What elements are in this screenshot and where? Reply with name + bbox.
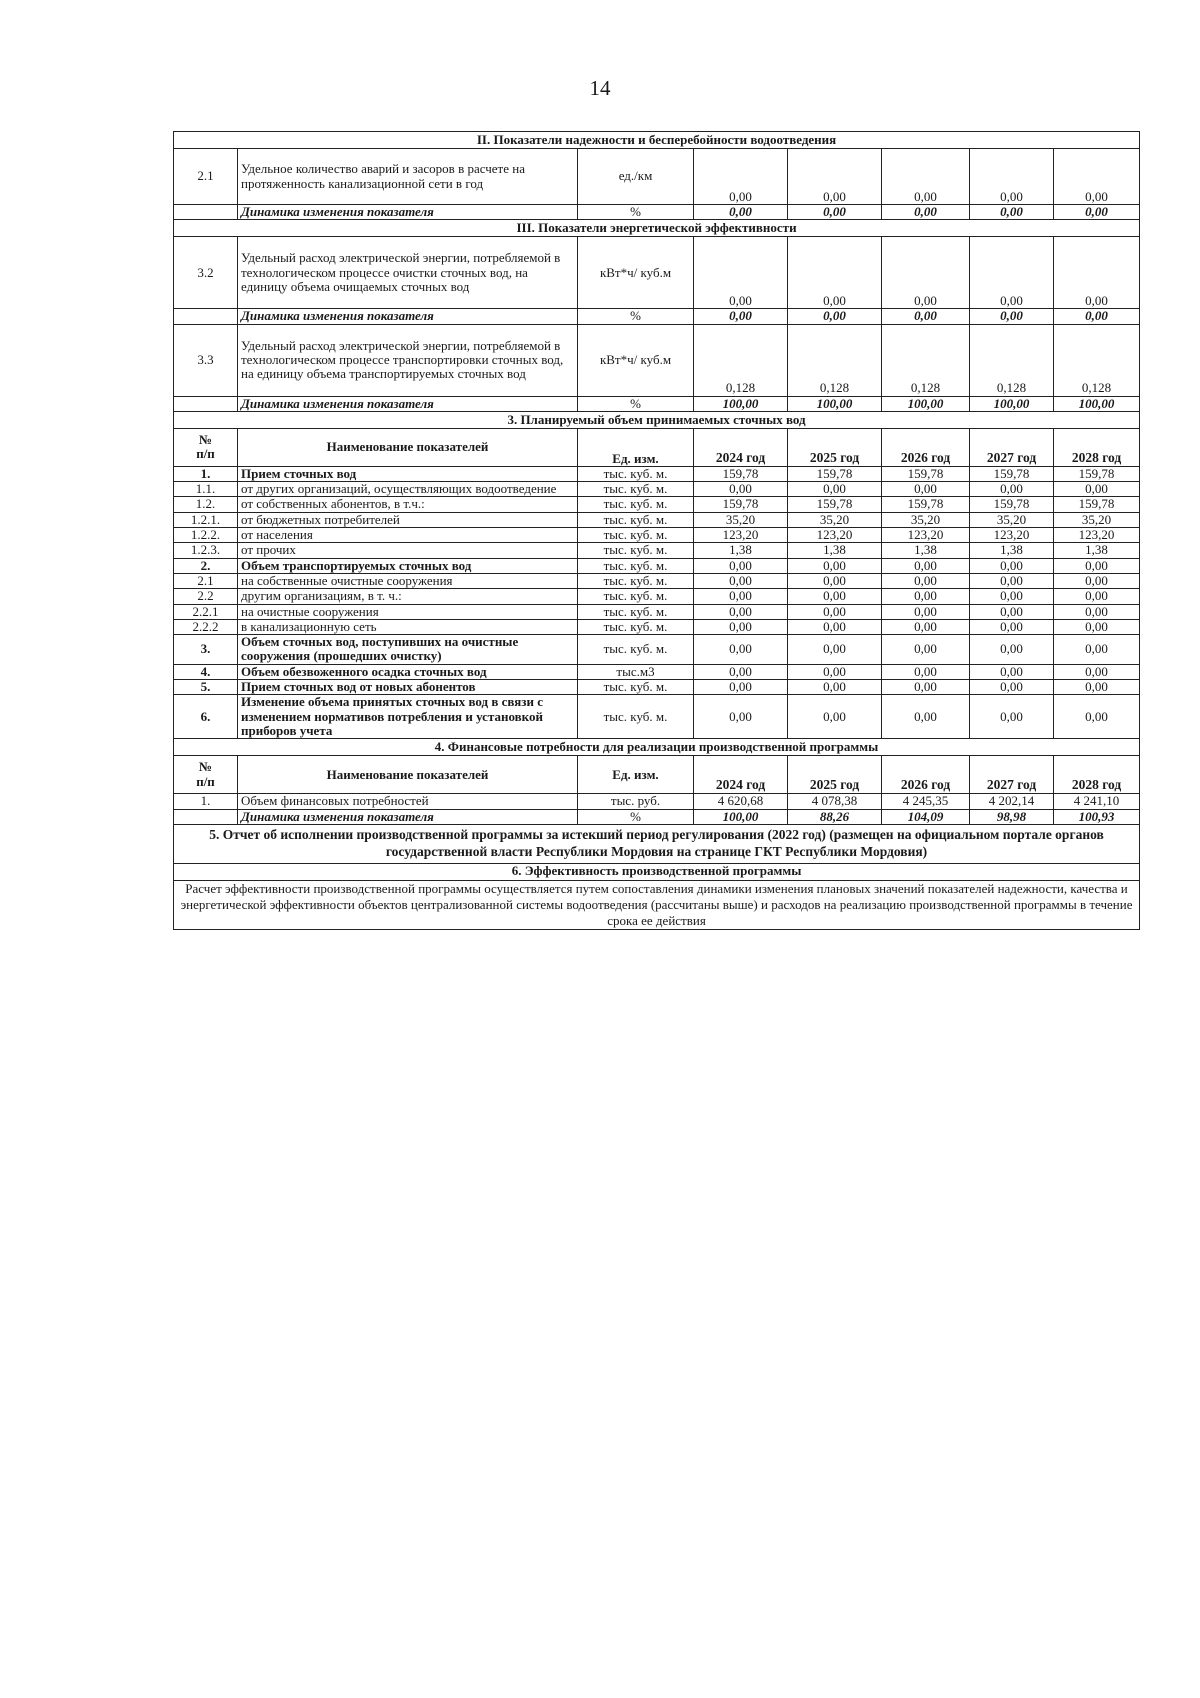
- dynamics-row: [174, 396, 1140, 411]
- page-number: 14: [589, 76, 611, 100]
- report-row: [174, 824, 1140, 863]
- dynamics-label: Динамика изменения показателя: [238, 396, 578, 411]
- value-2024: 0,00: [694, 482, 788, 497]
- value-2026: 123,20: [882, 528, 970, 543]
- value-2025: 1,38: [788, 543, 882, 558]
- value-2028: 123,20: [1054, 528, 1140, 543]
- dynamics-2024: 100,00: [694, 396, 788, 411]
- dynamics-2025: 100,00: [788, 396, 882, 411]
- value-2025: 0,00: [788, 635, 882, 665]
- dynamics-2027: 100,00: [970, 396, 1054, 411]
- value-2028: 4 241,10: [1054, 794, 1140, 809]
- value-2028: 0,00: [1054, 635, 1140, 665]
- row-name: на очистные сооружения: [238, 604, 578, 619]
- row-name: Объем обезвоженного осадка сточных вод: [238, 664, 578, 679]
- value-2025: 123,20: [788, 528, 882, 543]
- value-2028: 0,00: [1054, 589, 1140, 604]
- value-2025: 0,00: [788, 604, 882, 619]
- efficiency-text-row: [174, 880, 1140, 930]
- empty-cell: [174, 309, 238, 324]
- row-name: в канализационную сеть: [238, 619, 578, 634]
- value-2027: 0,00: [970, 589, 1054, 604]
- header-unit: Ед. изм.: [578, 756, 694, 794]
- finance-header-row: [174, 756, 1140, 794]
- row-name: на собственные очистные сооружения: [238, 573, 578, 588]
- row-number: 5.: [174, 680, 238, 695]
- row-number: 1.: [174, 794, 238, 809]
- value-2025: 0,00: [788, 589, 882, 604]
- dynamics-2028: 100,00: [1054, 396, 1140, 411]
- value-2025: 0,00: [788, 695, 882, 739]
- value-2026: 1,38: [882, 543, 970, 558]
- table-row: [174, 589, 1140, 604]
- header-year-2024: 2024 год: [694, 756, 788, 794]
- dynamics-2025: 0,00: [788, 205, 882, 220]
- row-unit: кВт*ч/ куб.м: [578, 324, 694, 396]
- table-row: [174, 558, 1140, 573]
- table-row: [174, 680, 1140, 695]
- value-2024: 0,00: [694, 680, 788, 695]
- row-name: другим организациям, в т. ч.:: [238, 589, 578, 604]
- table-row: [174, 619, 1140, 634]
- table-row: [174, 664, 1140, 679]
- value-2028: 0,00: [1054, 695, 1140, 739]
- volumes-title: 3. Планируемый объем принимаемых сточных вод: [174, 411, 1140, 428]
- row-unit: тыс. куб. м.: [578, 635, 694, 665]
- efficiency-title: 6. Эффективность производственной программы: [174, 863, 1140, 880]
- value-2025: 0,00: [788, 149, 882, 205]
- row-unit: тыс. куб. м.: [578, 482, 694, 497]
- table-row: [174, 512, 1140, 527]
- dynamics-2025: 0,00: [788, 309, 882, 324]
- header-year-2024: 2024 год: [694, 428, 788, 466]
- table-row: [174, 794, 1140, 809]
- table-row: [174, 635, 1140, 665]
- dynamics-unit: %: [578, 309, 694, 324]
- section3-title-row: [174, 220, 1140, 237]
- table-row: [174, 482, 1140, 497]
- row-name: от других организаций, осуществляющих водоотведение: [238, 482, 578, 497]
- value-2026: 0,00: [882, 680, 970, 695]
- value-2027: 0,00: [970, 237, 1054, 309]
- value-2027: 0,00: [970, 680, 1054, 695]
- value-2024: 0,00: [694, 558, 788, 573]
- value-2024: 0,00: [694, 237, 788, 309]
- value-2028: 159,78: [1054, 466, 1140, 481]
- value-2027: 0,00: [970, 573, 1054, 588]
- value-2026: 159,78: [882, 466, 970, 481]
- value-2024: 0,00: [694, 589, 788, 604]
- row-unit: тыс. куб. м.: [578, 589, 694, 604]
- value-2024: 4 620,68: [694, 794, 788, 809]
- value-2027: 159,78: [970, 466, 1054, 481]
- dynamics-2026: 100,00: [882, 396, 970, 411]
- value-2028: 0,00: [1054, 558, 1140, 573]
- dynamics-2026: 0,00: [882, 205, 970, 220]
- dynamics-row: [174, 809, 1140, 824]
- value-2025: 0,00: [788, 558, 882, 573]
- row-number: 1.1.: [174, 482, 238, 497]
- row-number: 2.2.2: [174, 619, 238, 634]
- row-number: 6.: [174, 695, 238, 739]
- value-2026: 0,00: [882, 695, 970, 739]
- value-2027: 0,00: [970, 619, 1054, 634]
- row-number: 3.3: [174, 324, 238, 396]
- row-unit: тыс. куб. м.: [578, 695, 694, 739]
- row-unit: тыс. руб.: [578, 794, 694, 809]
- value-2026: 0,00: [882, 589, 970, 604]
- value-2026: 35,20: [882, 512, 970, 527]
- dynamics-label: Динамика изменения показателя: [238, 809, 578, 824]
- table-row: [174, 543, 1140, 558]
- value-2024: 0,00: [694, 695, 788, 739]
- row-name: Прием сточных вод от новых абонентов: [238, 680, 578, 695]
- section2-title-row: [174, 132, 1140, 149]
- row-number: 2.1: [174, 149, 238, 205]
- program-table: [173, 131, 1140, 930]
- dynamics-unit: %: [578, 396, 694, 411]
- dynamics-2028: 0,00: [1054, 205, 1140, 220]
- dynamics-label: Динамика изменения показателя: [238, 309, 578, 324]
- value-2026: 0,00: [882, 604, 970, 619]
- row-name: Прием сточных вод: [238, 466, 578, 481]
- table-row: [174, 466, 1140, 481]
- header-year-2027: 2027 год: [970, 756, 1054, 794]
- table-row: [174, 497, 1140, 512]
- row-number: 2.: [174, 558, 238, 573]
- value-2024: 0,00: [694, 664, 788, 679]
- value-2026: 159,78: [882, 497, 970, 512]
- row-unit: тыс. куб. м.: [578, 573, 694, 588]
- row-unit: тыс. куб. м.: [578, 497, 694, 512]
- dynamics-row: [174, 205, 1140, 220]
- value-2025: 0,00: [788, 573, 882, 588]
- value-2024: 0,00: [694, 604, 788, 619]
- row-name: от прочих: [238, 543, 578, 558]
- dynamics-2028: 100,93: [1054, 809, 1140, 824]
- table-row: [174, 695, 1140, 739]
- empty-cell: [174, 809, 238, 824]
- header-year-2028: 2028 год: [1054, 756, 1140, 794]
- row-unit: тыс. куб. м.: [578, 680, 694, 695]
- value-2024: 0,00: [694, 619, 788, 634]
- row-name: от населения: [238, 528, 578, 543]
- row-unit: тыс. куб. м.: [578, 543, 694, 558]
- dynamics-2027: 0,00: [970, 309, 1054, 324]
- row-name: Объем финансовых потребностей: [238, 794, 578, 809]
- value-2028: 159,78: [1054, 497, 1140, 512]
- value-2026: 0,00: [882, 149, 970, 205]
- row-unit: тыс. куб. м.: [578, 558, 694, 573]
- row-name: Удельный расход электрической энергии, потребляемой в технологическом процессе очистки сточных вод, на единицу объема очищаемых сточных вод: [238, 237, 578, 309]
- dynamics-2024: 0,00: [694, 205, 788, 220]
- value-2025: 0,00: [788, 619, 882, 634]
- row-unit: тыс.м3: [578, 664, 694, 679]
- table-row: [174, 324, 1140, 396]
- value-2026: 0,00: [882, 664, 970, 679]
- row-number: 2.2: [174, 589, 238, 604]
- row-number: 3.: [174, 635, 238, 665]
- row-name: Объем сточных вод, поступивших на очистные сооружения (прошедших очистку): [238, 635, 578, 665]
- dynamics-2025: 88,26: [788, 809, 882, 824]
- value-2024: 0,00: [694, 149, 788, 205]
- value-2027: 4 202,14: [970, 794, 1054, 809]
- row-name: Удельный расход электрической энергии, потребляемой в технологическом процессе транспортировки сточных вод, на единицу объема транспортируемых сточных вод: [238, 324, 578, 396]
- value-2028: 0,00: [1054, 604, 1140, 619]
- value-2027: 0,128: [970, 324, 1054, 396]
- value-2024: 159,78: [694, 466, 788, 481]
- value-2025: 0,128: [788, 324, 882, 396]
- value-2027: 159,78: [970, 497, 1054, 512]
- value-2028: 0,00: [1054, 482, 1140, 497]
- value-2025: 159,78: [788, 497, 882, 512]
- value-2024: 159,78: [694, 497, 788, 512]
- row-unit: тыс. куб. м.: [578, 528, 694, 543]
- row-name: от собственных абонентов, в т.ч.:: [238, 497, 578, 512]
- efficiency-text: Расчет эффективности производственной программы осуществляется путем сопоставления динамики изменения плановых значений показателей надежности, качества и энергетической эффективности объектов централизованной системы водоотведения (рассчитаны выше) и расходов на реализацию производственной программы в течение срока ее действия: [174, 880, 1140, 930]
- dynamics-row: [174, 309, 1140, 324]
- row-name: Изменение объема принятых сточных вод в связи с изменением нормативов потребления и установкой приборов учета: [238, 695, 578, 739]
- dynamics-2028: 0,00: [1054, 309, 1140, 324]
- row-unit: кВт*ч/ куб.м: [578, 237, 694, 309]
- value-2027: 0,00: [970, 635, 1054, 665]
- row-number: 1.2.3.: [174, 543, 238, 558]
- row-name: от бюджетных потребителей: [238, 512, 578, 527]
- value-2024: 123,20: [694, 528, 788, 543]
- value-2028: 0,00: [1054, 680, 1140, 695]
- row-number: 1.2.: [174, 497, 238, 512]
- value-2027: 0,00: [970, 695, 1054, 739]
- value-2025: 0,00: [788, 680, 882, 695]
- dynamics-unit: %: [578, 809, 694, 824]
- dynamics-2026: 104,09: [882, 809, 970, 824]
- efficiency-title-row: [174, 863, 1140, 880]
- value-2027: 1,38: [970, 543, 1054, 558]
- value-2028: 0,00: [1054, 573, 1140, 588]
- header-number: № п/п: [174, 428, 238, 466]
- value-2027: 0,00: [970, 664, 1054, 679]
- value-2026: 0,00: [882, 237, 970, 309]
- value-2026: 0,00: [882, 635, 970, 665]
- value-2026: 4 245,35: [882, 794, 970, 809]
- value-2025: 0,00: [788, 237, 882, 309]
- value-2024: 0,00: [694, 573, 788, 588]
- value-2024: 0,00: [694, 635, 788, 665]
- volume-rows: [174, 466, 1140, 738]
- row-number: 4.: [174, 664, 238, 679]
- report-text: 5. Отчет об исполнении производственной программы за истекший период регулирования (2022 год) (размещен на официальном портале органов государственной власти Республики Мордовия на странице ГКТ Республики Мордовия): [174, 824, 1140, 863]
- value-2028: 1,38: [1054, 543, 1140, 558]
- value-2027: 0,00: [970, 482, 1054, 497]
- value-2028: 0,00: [1054, 664, 1140, 679]
- value-2027: 0,00: [970, 149, 1054, 205]
- row-unit: ед./км: [578, 149, 694, 205]
- value-2027: 0,00: [970, 558, 1054, 573]
- table-row: [174, 528, 1140, 543]
- row-unit: тыс. куб. м.: [578, 604, 694, 619]
- value-2026: 0,00: [882, 558, 970, 573]
- value-2025: 159,78: [788, 466, 882, 481]
- value-2028: 35,20: [1054, 512, 1140, 527]
- row-number: 2.1: [174, 573, 238, 588]
- header-year-2025: 2025 год: [788, 428, 882, 466]
- value-2024: 1,38: [694, 543, 788, 558]
- dynamics-label: Динамика изменения показателя: [238, 205, 578, 220]
- dynamics-2024: 0,00: [694, 309, 788, 324]
- header-year-2026: 2026 год: [882, 756, 970, 794]
- value-2025: 35,20: [788, 512, 882, 527]
- header-year-2028: 2028 год: [1054, 428, 1140, 466]
- dynamics-2024: 100,00: [694, 809, 788, 824]
- finance-title: 4. Финансовые потребности для реализации производственной программы: [174, 739, 1140, 756]
- row-unit: тыс. куб. м.: [578, 512, 694, 527]
- value-2027: 0,00: [970, 604, 1054, 619]
- value-2026: 0,00: [882, 573, 970, 588]
- header-name: Наименование показателей: [238, 428, 578, 466]
- volumes-header-row: [174, 428, 1140, 466]
- row-number: 3.2: [174, 237, 238, 309]
- finance-title-row: [174, 739, 1140, 756]
- dynamics-2026: 0,00: [882, 309, 970, 324]
- dynamics-2027: 0,00: [970, 205, 1054, 220]
- header-name: Наименование показателей: [238, 756, 578, 794]
- header-year-2025: 2025 год: [788, 756, 882, 794]
- row-number: 1.2.1.: [174, 512, 238, 527]
- empty-cell: [174, 205, 238, 220]
- value-2027: 35,20: [970, 512, 1054, 527]
- value-2028: 0,00: [1054, 619, 1140, 634]
- row-name: Объем транспортируемых сточных вод: [238, 558, 578, 573]
- value-2028: 0,128: [1054, 324, 1140, 396]
- value-2027: 123,20: [970, 528, 1054, 543]
- header-year-2027: 2027 год: [970, 428, 1054, 466]
- table-row: [174, 573, 1140, 588]
- volumes-title-row: [174, 411, 1140, 428]
- value-2025: 4 078,38: [788, 794, 882, 809]
- row-unit: тыс. куб. м.: [578, 466, 694, 481]
- dynamics-2027: 98,98: [970, 809, 1054, 824]
- value-2026: 0,00: [882, 482, 970, 497]
- row-number: 1.: [174, 466, 238, 481]
- value-2026: 0,128: [882, 324, 970, 396]
- header-number: № п/п: [174, 756, 238, 794]
- value-2026: 0,00: [882, 619, 970, 634]
- empty-cell: [174, 396, 238, 411]
- table-row: [174, 604, 1140, 619]
- value-2025: 0,00: [788, 664, 882, 679]
- row-number: 2.2.1: [174, 604, 238, 619]
- table-row: [174, 149, 1140, 205]
- row-name: Удельное количество аварий и засоров в расчете на протяженность канализационной сети в год: [238, 149, 578, 205]
- row-unit: тыс. куб. м.: [578, 619, 694, 634]
- value-2024: 0,128: [694, 324, 788, 396]
- dynamics-unit: %: [578, 205, 694, 220]
- table-row: [174, 237, 1140, 309]
- value-2024: 35,20: [694, 512, 788, 527]
- value-2025: 0,00: [788, 482, 882, 497]
- row-number: 1.2.2.: [174, 528, 238, 543]
- header-unit: Ед. изм.: [578, 428, 694, 466]
- header-year-2026: 2026 год: [882, 428, 970, 466]
- section3-title: III. Показатели энергетической эффективности: [174, 220, 1140, 237]
- value-2028: 0,00: [1054, 149, 1140, 205]
- section2-title: II. Показатели надежности и бесперебойности водоотведения: [174, 132, 1140, 149]
- value-2028: 0,00: [1054, 237, 1140, 309]
